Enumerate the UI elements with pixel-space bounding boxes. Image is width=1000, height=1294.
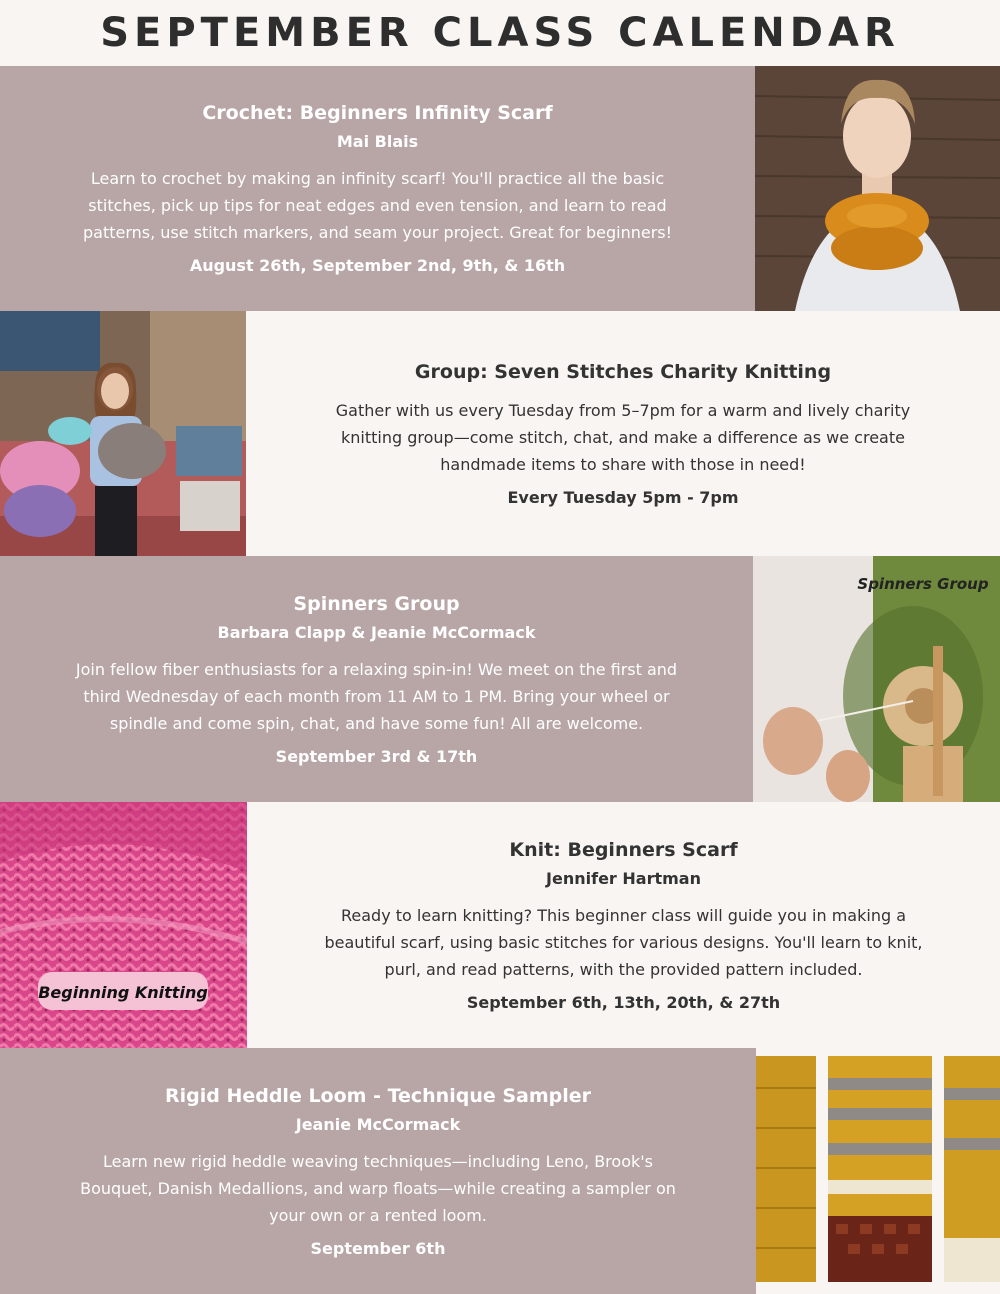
class-instructor: Jennifer Hartman bbox=[546, 868, 701, 888]
weaving-sampler-photo bbox=[756, 1048, 1000, 1294]
class-title: Spinners Group bbox=[293, 592, 460, 615]
class-title: Group: Seven Stitches Charity Knitting bbox=[414, 360, 832, 383]
class-dates: Every Tuesday 5pm - 7pm bbox=[507, 487, 739, 507]
class-charity-knitting-info bbox=[246, 311, 1000, 556]
class-knit-scarf bbox=[0, 802, 1000, 1048]
class-instructor: Mai Blais bbox=[336, 132, 419, 151]
class-description: Ready to learn knitting? This beginner class will guide you in making a beautiful scarf, using basic stitches for various designs. You'll learn to knit, purl, and read patterns, with the provided pattern included. bbox=[324, 905, 923, 979]
class-rigid-heddle bbox=[0, 1048, 1000, 1294]
class-knit-scarf-info bbox=[247, 802, 1000, 1048]
charity-knitting-photo bbox=[0, 311, 246, 556]
class-dates: August 26th, September 2nd, 9th, & 16th bbox=[189, 256, 566, 275]
class-title: Knit: Beginners Scarf bbox=[509, 838, 738, 861]
crochet-scarf-photo bbox=[755, 66, 1000, 311]
class-title: Rigid Heddle Loom - Technique Sampler bbox=[164, 1084, 592, 1107]
class-dates: September 6th bbox=[310, 1238, 446, 1258]
class-spinners-group bbox=[0, 556, 1000, 802]
class-instructor: Barbara Clapp & Jeanie McCormack bbox=[217, 622, 536, 642]
class-title: Crochet: Beginners Infinity Scarf bbox=[202, 102, 553, 124]
class-crochet bbox=[0, 66, 1000, 311]
spinners-image-caption: Spinners Group bbox=[857, 575, 989, 593]
class-charity-knitting bbox=[0, 311, 1000, 556]
class-dates: September 6th, 13th, 20th, & 27th bbox=[466, 992, 781, 1012]
class-description: Gather with us every Tuesday from 5–7pm for a warm and lively charity knitting group—come stitch, chat, and make a difference as we create handmade items to share with those in need! bbox=[335, 400, 911, 474]
class-description: Learn new rigid heddle weaving techniques—including Leno, Brook's Bouquet, Danish Medallions, and warp floats—while creating a sampler on your own or a rented loom. bbox=[80, 1151, 676, 1225]
spinners-group-photo bbox=[753, 556, 1000, 802]
class-description: Learn to crochet by making an infinity scarf! You'll practice all the basic stitches, pick up tips for neat edges and even tension, and learn to read patterns, use stitch markers, and seam your project. Great for beginners! bbox=[82, 169, 673, 242]
class-spinners-info bbox=[0, 556, 753, 802]
class-description: Join fellow fiber enthusiasts for a relaxing spin-in! We meet on the first and third Wednesday of each month from 11 AM to 1 PM. Bring your wheel or spindle and come spin, chat, and have some fun! All are welcome. bbox=[75, 659, 678, 733]
class-crochet-info bbox=[0, 66, 755, 311]
knitting-image-caption: Beginning Knitting bbox=[38, 983, 208, 1002]
knitting-photo bbox=[0, 802, 247, 1048]
class-instructor: Jeanie McCormack bbox=[295, 1114, 461, 1134]
page-title: SEPTEMBER CLASS CALENDAR bbox=[100, 10, 900, 56]
class-rigid-heddle-info bbox=[0, 1048, 756, 1294]
class-dates: September 3rd & 17th bbox=[275, 746, 478, 766]
